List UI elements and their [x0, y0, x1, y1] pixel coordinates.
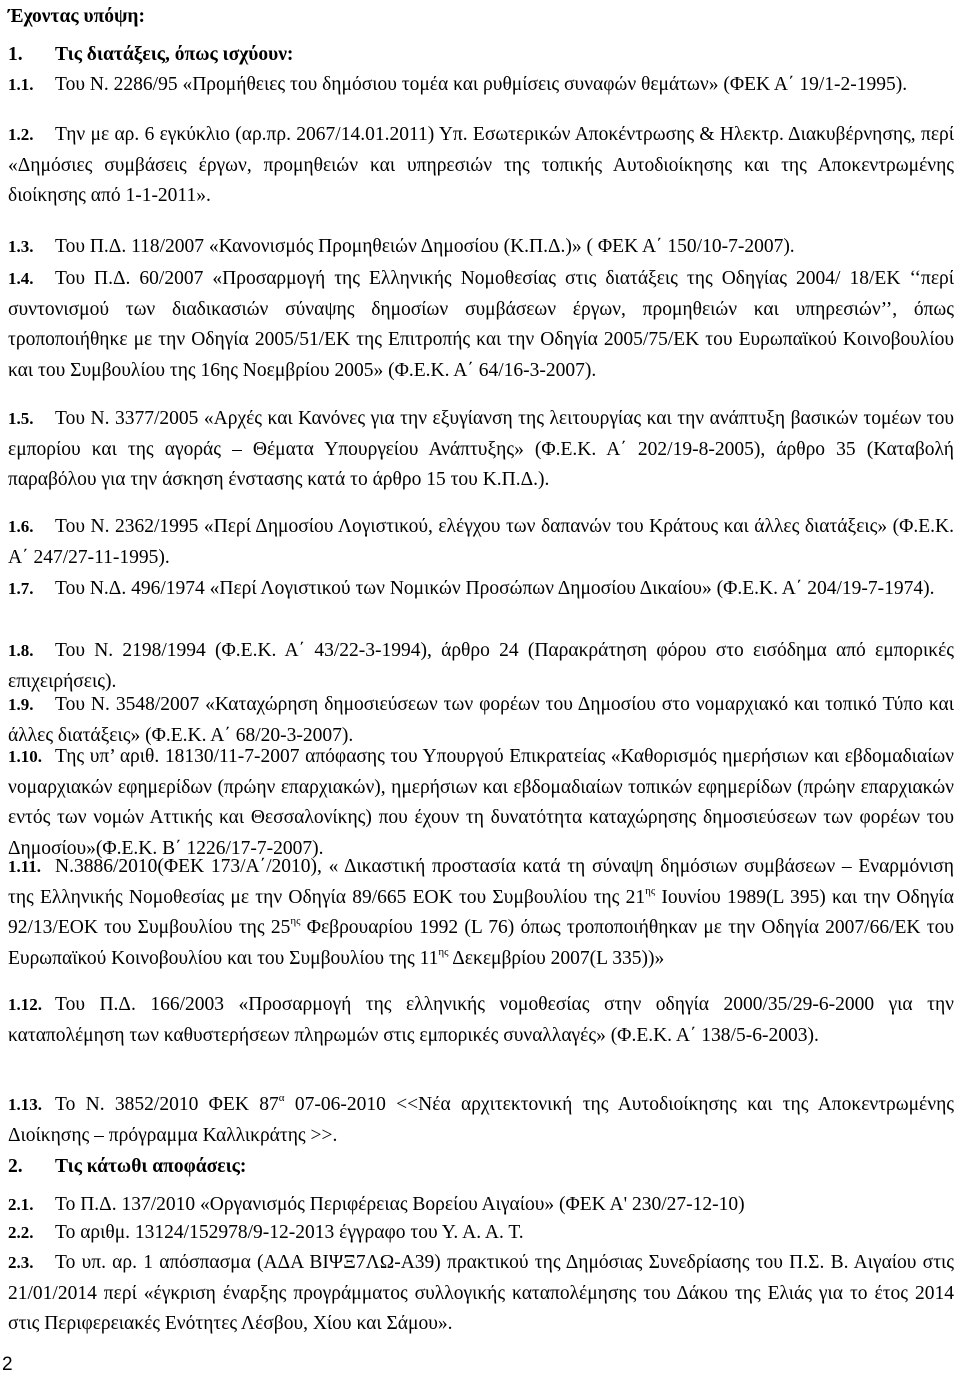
page-number: 2: [2, 1354, 13, 1375]
item-text: Του Ν. 3377/2005 «Αρχές και Κανόνες για την εξυγίανση της λειτουργίας και την ανάπτυξη βασικών τομέων του εμπορίου και της αγοράς – Θέματα Υπουργείου Ανάπτυξης» (Φ.Ε.Κ. Α΄ 202/19-8-2005), άρθρο 35 (Καταβολή παραβόλου για την άσκηση ένστασης κατά το άρθρο 15 του Κ.Π.Δ.).: [8, 408, 954, 490]
superscript: ης: [438, 945, 449, 958]
list-item: [8, 742, 954, 864]
item-number: 1.11.: [8, 857, 42, 876]
list-item: [8, 120, 954, 212]
item-text-part: 07-06-2010 <<Νέα αρχιτεκτονική της Αυτοδιοίκησης και της Αποκεντρωμένης Διοίκησης – πρόγραμμα Καλλικράτης >>.: [8, 1094, 954, 1146]
item-text: Της υπ’ αριθ. 18130/11-7-2007 απόφασης του Υπουργού Επικρατείας «Καθορισμός ημερήσιων και εβδομαδιαίων νομαρχιακών εφημερίδων (πρώην επαρχιακών), ημερήσιων και εβδομαδιαίων τοπικών εφημερίδων (πρώην επαρχιακών εντός των νομών Αττικής και Θεσσαλονίκης) που έχουν τη δυνατότητα καταχώρησης δημοσιεύσεων των φορέων του Δημοσίου»(Φ.Ε.Κ. Β΄ 1226/17-7-2007).: [8, 746, 954, 859]
item-text-part: Φεβρουαρίου 1992 (L 76) όπως τροποποιήθηκαν με την Οδηγία 2007/66/ΕΚ του Ευρωπαϊκού Κοινοβουλίου και του Συμβουλίου της 11: [8, 917, 954, 969]
list-item: [8, 852, 954, 974]
superscript: ης: [645, 884, 656, 897]
item-text: Του Π.Δ. 60/2007 «Προσαρμογή της Ελληνικής Νομοθεσίας στις διατάξεις της Οδηγίας 2004/ 18/ΕΚ ‘‘περί συντονισμού των διαδικασιών σύναψης δημοσίων συμβάσεων έργων, προμηθειών και υπηρεσιών’’, όπως τροποποιήθηκε με την Οδηγία 2005/51/ΕΚ της Επιτροπής και την Οδηγία 2005/75/ΕΚ του Ευρωπαϊκού Κοινοβουλίου και του Συμβουλίου της 16ης Νοεμβρίου 2005» (Φ.Ε.Κ. Α΄ 64/16-3-2007).: [8, 268, 954, 381]
list-item: [8, 1218, 954, 1249]
list-item: [8, 574, 954, 605]
item-number: 1.7.: [8, 579, 34, 598]
item-number: 2.3.: [8, 1253, 34, 1272]
item-number: 2.2.: [8, 1223, 34, 1242]
item-text: Του Ν. 2362/1995 «Περί Δημοσίου Λογιστικού, ελέγχου των δαπανών του Κράτους και άλλες διατάξεις» (Φ.Ε.Κ. Α΄ 247/27-11-1995).: [8, 516, 954, 568]
list-item: [8, 264, 954, 386]
section-title: Τις κάτωθι αποφάσεις:: [55, 1156, 247, 1177]
item-number: 1.12.: [8, 995, 42, 1014]
item-text: Του Ν.Δ. 496/1974 «Περί Λογιστικού των Νομικών Προσώπων Δημοσίου Δικαίου» (Φ.Ε.Κ. Α΄ 204/19-7-1974).: [55, 578, 935, 599]
document-heading: Έχοντας υπόψη:: [8, 6, 145, 27]
item-text: Του Π.Δ. 166/2003 «Προσαρμογή της ελληνικής νομοθεσίας στην οδηγία 2000/35/29-6-2000 για την καταπολέμηση των καθυστερήσεων πληρωμών στις εμπορικές συναλλαγές» (Φ.Ε.Κ. Α΄ 138/5-6-2003).: [8, 994, 954, 1046]
list-item: [8, 1090, 954, 1151]
section-2-title: [8, 1152, 246, 1183]
list-item: [8, 1248, 954, 1340]
item-number: 1.1.: [8, 75, 34, 94]
item-text: [8, 852, 954, 974]
item-number: 1.2.: [8, 125, 34, 144]
item-number: 1.4.: [8, 269, 34, 288]
item-text-part: Ιουνίου 1989(L 395) και την Οδηγία 92/13/ΕΟΚ του Συμβουλίου της 25: [8, 886, 954, 938]
item-text: Του Π.Δ. 118/2007 «Κανονισμός Προμηθειών Δημοσίου (Κ.Π.Δ.)» ( ΦΕΚ Α΄ 150/10-7-2007).: [55, 236, 795, 257]
item-number: 2.1.: [8, 1195, 34, 1214]
section-1-title: [8, 40, 293, 71]
list-item: [8, 232, 954, 263]
list-item: [8, 70, 954, 101]
item-text: Του Ν. 3548/2007 «Καταχώρηση δημοσιεύσεων των φορέων του Δημοσίου στο νομαρχιακό και τοπικό Τύπο και άλλες διατάξεις» (Φ.Ε.Κ. Α΄ 68/20-3-2007).: [8, 694, 954, 746]
section-number: 1.: [8, 44, 23, 65]
item-text: Την με αρ. 6 εγκύκλιο (αρ.πρ. 2067/14.01.2011) Υπ. Εσωτερικών Αποκέντρωσης & Ηλεκτρ. Διακυβέρνησης, περί «Δημόσιες συμβάσεις έργων, προμηθειών και υπηρεσιών της τοπικής Αυτοδιοίκησης και της Αποκεντρωμένης διοίκησης από 1-1-2011».: [8, 124, 954, 206]
item-text: [8, 1090, 954, 1151]
item-text: Το Π.Δ. 137/2010 «Οργανισμός Περιφέρειας Βορείου Αιγαίου» (ΦΕΚ Α' 230/27-12-10): [55, 1194, 745, 1215]
item-number: 1.5.: [8, 409, 34, 428]
list-item: [8, 512, 954, 573]
section-title: Τις διατάξεις, όπως ισχύουν:: [55, 44, 294, 65]
item-text-part: Δεκεμβρίου 2007(L 335))»: [448, 947, 665, 969]
superscript: ης: [290, 915, 301, 927]
list-item: [8, 990, 954, 1051]
list-item: [8, 1190, 954, 1221]
item-number: 1.10.: [8, 747, 42, 766]
item-text: Το υπ. αρ. 1 απόσπασμα (ΑΔΑ ΒΙΨΞ7ΛΩ-Α39) πρακτικού της Δημόσιας Συνεδρίασης του Π.Σ. Β. Αιγαίου στις 21/01/2014 περί «έγκριση έναρξης προγράμματος συλλογικής καταπολέμησης του Δάκου της Ελιάς για το έτος 2014 στις Περιφερειακές Ενότητες Λέσβου, Χίου και Σάμου».: [8, 1252, 954, 1334]
list-item: [8, 636, 954, 697]
section-number: 2.: [8, 1156, 23, 1177]
list-item: [8, 404, 954, 496]
item-number: 1.13.: [8, 1095, 42, 1114]
item-number: 1.8.: [8, 641, 34, 660]
item-text-part: Ν.3886/2010(ΦΕΚ 173/Α΄/2010), « Δικαστική προστασία κατά τη σύναψη δημόσιων συμβάσεων – Εναρμόνιση της Ελληνικής Νομοθεσίας με την Οδηγία 89/665 ΕΟΚ του Συμβουλίου της 21: [8, 856, 954, 908]
item-text: Το αριθμ. 13124/152978/9-12-2013 έγγραφο του Υ. Α. Α. Τ.: [55, 1222, 524, 1243]
item-number: 1.3.: [8, 237, 34, 256]
item-text: Του Ν. 2198/1994 (Φ.Ε.Κ. Α΄ 43/22-3-1994), άρθρο 24 (Παρακράτηση φόρου στο εισόδημα από εμπορικές επιχειρήσεις).: [8, 640, 954, 692]
item-text: Του Ν. 2286/95 «Προμήθειες του δημόσιου τομέα και ρυθμίσεις συναφών θεμάτων» (ΦΕΚ Α΄ 19/1-2-1995).: [55, 74, 908, 95]
item-number: 1.9.: [8, 695, 34, 714]
superscript: α: [278, 1092, 285, 1104]
item-number: 1.6.: [8, 517, 34, 536]
item-text-part: Το Ν. 3852/2010 ΦΕΚ 87: [55, 1094, 279, 1115]
